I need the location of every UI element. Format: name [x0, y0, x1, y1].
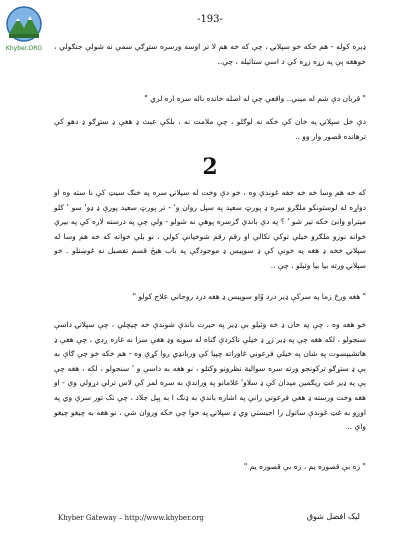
- paragraph-3: که خه هم وسا خه خه خفه غوندې وه ، خو دې وخت له سپلانۍ سره په خنګ سيټ کې نا سته وه او دواړه له لوستونکو ملګرو سره ډ پورټ سعيد په سپل روان و' - تر پورټ سعيد پورې ډ ډو' سو ' کلو ميتراو وانئ خکه تير شو ' ؟ په دې باندې ګرسره پوهې نه شولو - ولې چې په درسته لاره کې په بيرې خوانه نورو ملګرو خيلي توکي تکالي او رقم رقم شوخيانې کولي ، نو بلي خوانه که خه هم وسا له سپلانۍ خخه ډ هغه په خونې کې ډ سوپيس ډ موجودګې په باب هيڅ قسم تفصيل نه غوښتلو . خو سپلانۍ ورته بيا بيا وئيلو ، چې ..: [54, 188, 366, 270]
- paragraph-1: ډېره کوله - هم خکه خو سپلانۍ ، چې که خه هم لا تر اوسه ورسره ستړګې سمې نه شولې جنګولي ، خوهغه ېې په زړه زړه کې د اسې ستائیله ، چې..: [54, 42, 366, 66]
- quote-2-container: [54, 290, 366, 305]
- quote-1: " قربان دې شم له ميني.. واقعي چې له اصله خانده ناله سره اره لري ": [144, 94, 366, 103]
- quote-3: " زه بې قصوره يم ، زه بې قصوره يم ": [243, 462, 366, 471]
- paragraph-4-container: [54, 318, 366, 435]
- footer-author: ليک افضل شوق: [306, 512, 360, 521]
- site-logo: [6, 6, 42, 46]
- quote-2: " هغه ورخ زما په سرکې ډير درد وُاو سوپيس ډ هغه درد روحاني علاج کولو ": [132, 292, 366, 301]
- page-number: -193-: [197, 14, 223, 25]
- paragraph-2: دې خل سپلانۍ په خان کې خکه نه لوګلو ، چې ملامت نه ، بلکې عبث ډ هغې ډ ستړګو ډ دهو کې ترهانده قصور وار وو ..: [54, 117, 366, 141]
- quote-1-container: [54, 92, 366, 107]
- footer-site-link[interactable]: Khyber Gateway – http://www.khyber.org: [58, 514, 204, 522]
- chapter-number: 2: [202, 154, 218, 180]
- paragraph-4: خو هغه وه ، چې په خان ډ خه وئيلو بې ډير په حيرت باندې شوندې خه چيچلي ، چې سپلانۍ داسې سنجولو ، لکه هغه چې په ډير زړ ډ خيلې ناکردې ګناه له سوبه وډ هغې سزا نه غاره ږدي ، چې هغې ډ هاتشيپسوت په شان په خيلې فرعوني غاوراته چپيا کې وربانډي روا کړې وه - هم خکه خو چې ګاې به ېې ډ ستړګو ترکونجو ورته سره سوالية نظرونو وکتلو ، نو هغه به داسې و ' سنجولو ، لکه ، هغه چې پې په ډير غټ ريګمين ميدان کې ډ سلاو' غلامانو په وراندې به سره لمر کې لاس ترلي دړولي وې - او هغه وخت ورسته ډ هغې فرعوني رانې په اشاره باندې به ډنګ ا به پېل جلاد ، چې تک تور سرې وي په اوږو به غټ غوندې ساتول را اخيستي وي ډ سپلانۍ په خوا چې خکه وروان شي ، نو هغه به چيغو چيغو واې ..: [54, 320, 366, 432]
- mountain-logo-icon: [6, 6, 42, 46]
- paragraph-1-container: [54, 40, 366, 69]
- quote-3-container: [54, 460, 366, 475]
- paragraph-2-container: [54, 115, 366, 144]
- paragraph-3-container: [54, 186, 366, 274]
- logo-caption: Khyber.ORG: [5, 45, 43, 52]
